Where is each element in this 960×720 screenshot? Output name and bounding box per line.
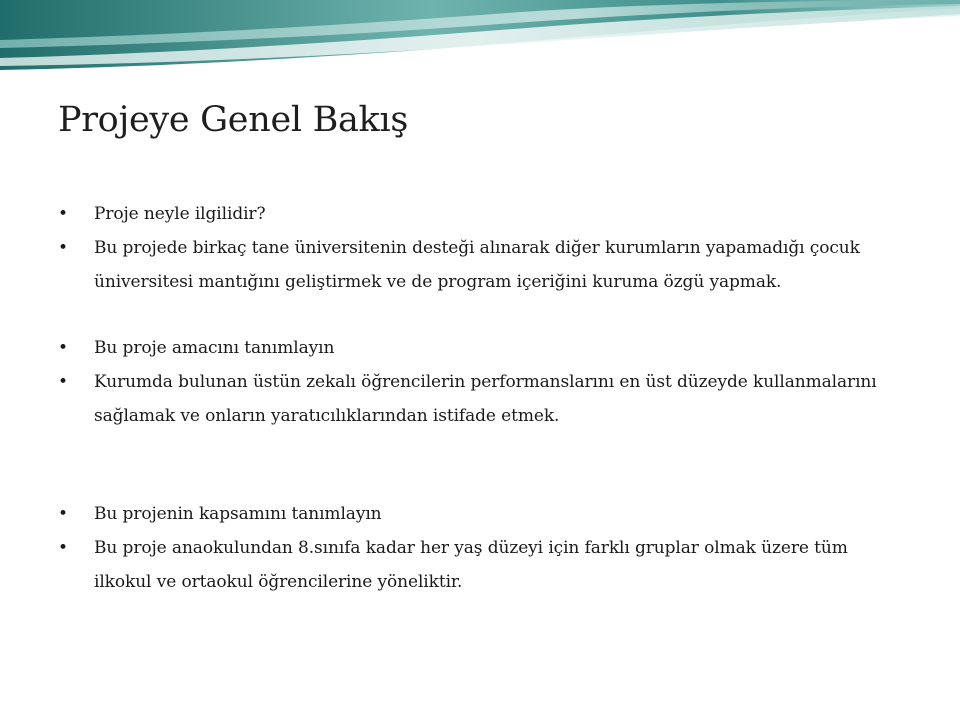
bullet-text: Bu projede birkaç tane üniversitenin desteği alınarak diğer kurumların yapamadığı çocuk üniversitesi mantığını geliştirmek ve de program içeriğini kuruma özgü yapmak. bbox=[94, 238, 860, 292]
spacer bbox=[58, 433, 908, 497]
bullet-item bbox=[58, 497, 908, 531]
bullet-item bbox=[58, 197, 908, 231]
bullet-text: Bu proje anaokulundan 8.sınıfa kadar her yaş düzeyi için farklı gruplar olmak üzere tüm ilkokul ve ortaokul öğrencilerine yöneliktir. bbox=[94, 538, 848, 592]
slide-title: Projeye Genel Bakış bbox=[58, 100, 409, 140]
bullet-item bbox=[58, 231, 908, 299]
bullet-text: Bu proje amacını tanımlayın bbox=[94, 338, 335, 358]
bullet-icon: • bbox=[58, 538, 68, 558]
bullet-item bbox=[58, 365, 908, 433]
bullet-text: Proje neyle ilgilidir? bbox=[94, 204, 266, 224]
bullet-text: Kurumda bulunan üstün zekalı öğrencilerin performanslarını en üst düzeyde kullanmalarını sağlamak ve onların yaratıcılıklarından istifade etmek. bbox=[94, 372, 877, 426]
decorative-wave-banner bbox=[0, 0, 960, 80]
spacer bbox=[58, 299, 908, 331]
bullet-item bbox=[58, 531, 908, 599]
bullet-icon: • bbox=[58, 204, 68, 224]
bullet-icon: • bbox=[58, 338, 68, 358]
bullet-icon: • bbox=[58, 238, 68, 258]
bullet-item bbox=[58, 331, 908, 365]
bullet-icon: • bbox=[58, 372, 68, 392]
bullet-icon: • bbox=[58, 504, 68, 524]
bullet-list bbox=[58, 197, 908, 599]
bullet-text: Bu projenin kapsamını tanımlayın bbox=[94, 504, 382, 524]
